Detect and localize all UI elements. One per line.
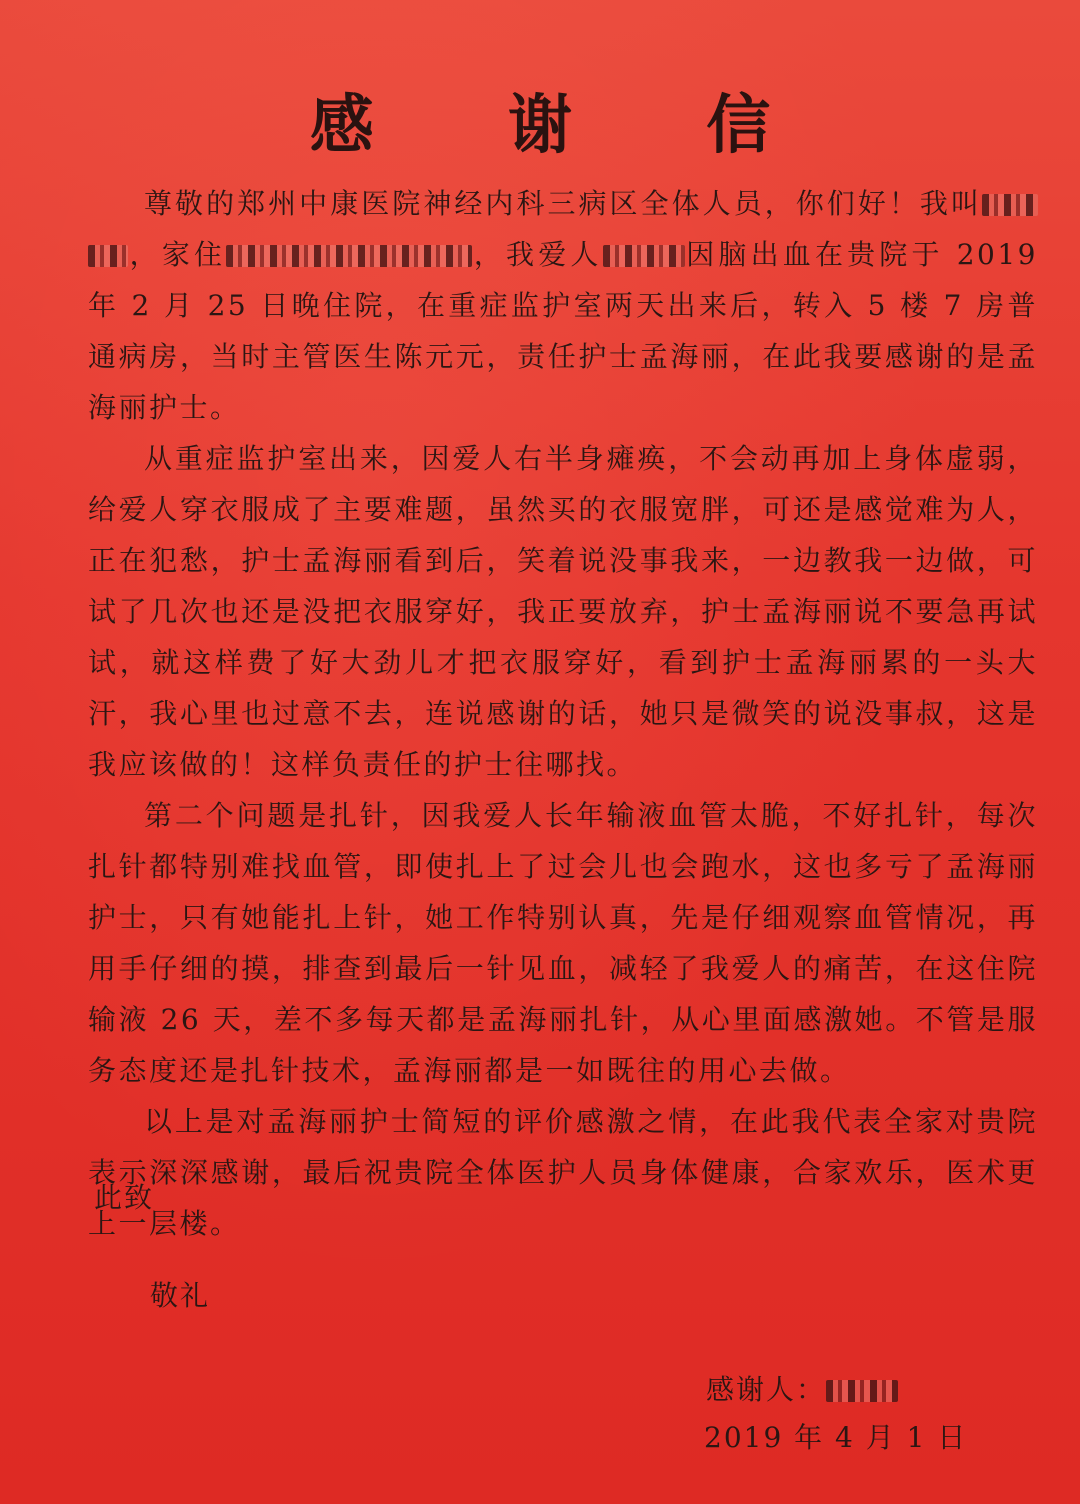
redacted-name-cont xyxy=(88,245,128,267)
redacted-signer-name xyxy=(826,1380,898,1402)
paragraph-1-spouse-label: ，我爱人 xyxy=(472,238,603,271)
paragraph-1-greeting: 尊敬的郑州中康医院神经内科三病区全体人员，你们好！我叫 xyxy=(144,187,982,220)
paragraph-1 xyxy=(88,178,1038,433)
letter-title: 感 谢 信 xyxy=(309,88,827,163)
paragraph-3: 第二个问题是扎针，因我爱人长年输液血管太脆，不好扎针，每次扎针都特别难找血管，即使扎上了过会儿也会跑水，这也多亏了孟海丽护士，只有她能扎上针，她工作特别认真，先是仔细观察血管情况，再用手仔细的摸，排查到最后一针见血，减轻了我爱人的痛苦，在这住院输液 26 天，差不多每天都是孟海丽扎针，从心里面感激她。不管是服务态度还是扎针技术，孟海丽都是一如既往的用心去做。 xyxy=(88,799,1038,1087)
closing-phrase: 此致 xyxy=(94,1181,155,1214)
salutation: 敬礼 xyxy=(150,1279,211,1312)
letter-body xyxy=(88,178,1038,1249)
redacted-address xyxy=(226,245,472,267)
redacted-name xyxy=(982,194,1038,216)
paragraph-1-address-label: ，家住 xyxy=(128,238,227,271)
paragraph-1-details: 因脑出血在贵院于 2019 年 2 月 25 日晚住院，在重症监护室两天出来后，转入 5 楼 7 房普通病房，当时主管医生陈元元，责任护士孟海丽，在此我要感谢的是孟海丽护士。 xyxy=(88,238,1038,424)
paragraph-4: 以上是对孟海丽护士简短的评价感激之情，在此我代表全家对贵院表示深深感谢，最后祝贵院全体医护人员身体健康，合家欢乐，医术更上一层楼。 xyxy=(88,1105,1038,1240)
redacted-spouse-name xyxy=(603,245,685,267)
signer-label: 感谢人： xyxy=(706,1373,827,1406)
paragraph-2: 从重症监护室出来，因爱人右半身瘫痪，不会动再加上身体虚弱，给爱人穿衣服成了主要难题，虽然买的衣服宽胖，可还是感觉难为人，正在犯愁，护士孟海丽看到后，笑着说没事我来，一边教我一边做，可试了几次也还是没把衣服穿好，我正要放弃，护士孟海丽说不要急再试试，就这样费了好大劲儿才把衣服穿好，看到护士孟海丽累的一头大汗，我心里也过意不去，连说感谢的话，她只是微笑的说没事叔，这是我应该做的！这样负责任的护士往哪找。 xyxy=(88,442,1038,781)
signer-line xyxy=(706,1368,898,1412)
letter-date: 2019 年 4 月 1 日 xyxy=(704,1421,968,1454)
